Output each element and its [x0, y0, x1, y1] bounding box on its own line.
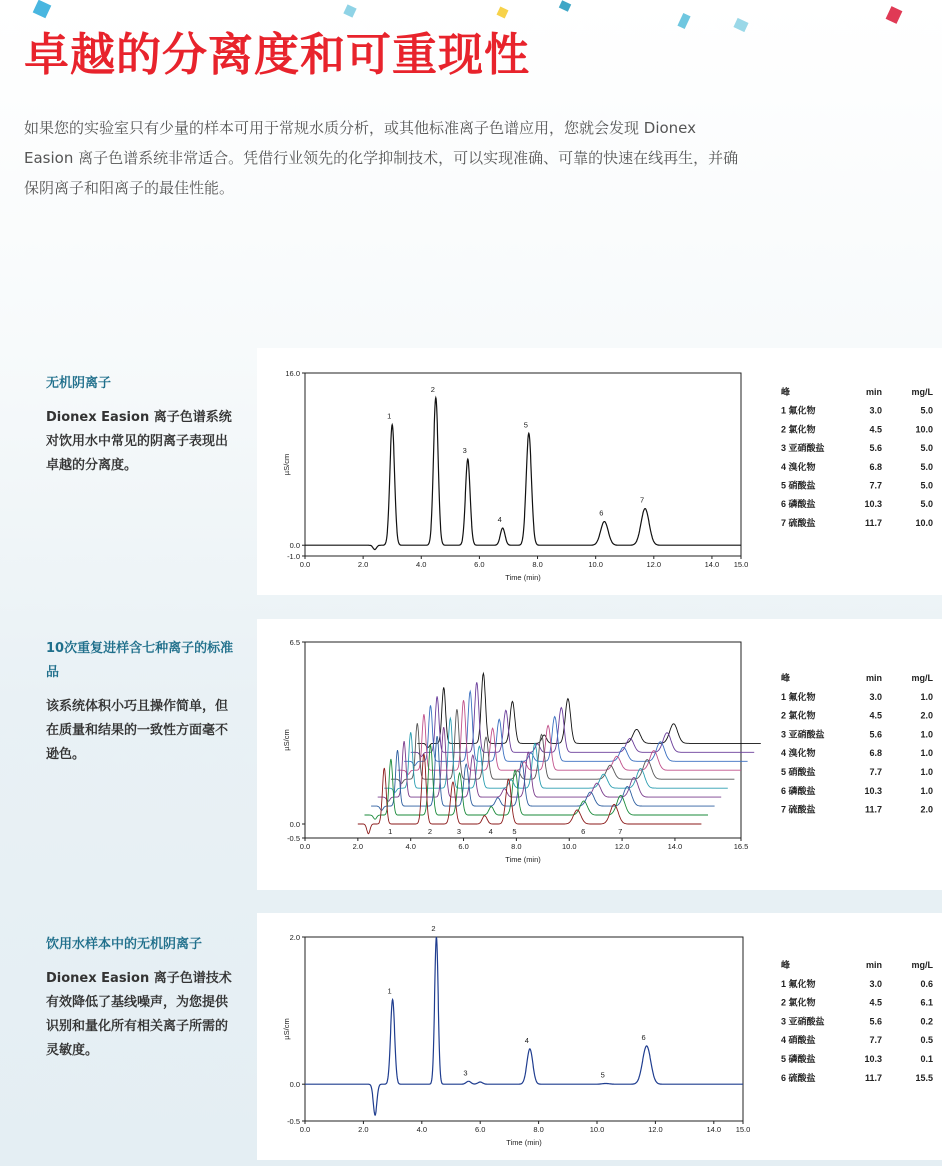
- table-cell: 5.6: [869, 443, 882, 454]
- chart-panel: [257, 348, 942, 595]
- x-tick-label: 8.0: [532, 560, 543, 569]
- section-heading: 无机阴离子: [46, 376, 112, 391]
- confetti-decoration: [33, 0, 52, 18]
- chromatogram-chart: [257, 913, 942, 1160]
- x-tick-label: 0.0: [299, 560, 311, 569]
- table-cell: 0.1: [920, 1054, 933, 1064]
- table-header: mg/L: [911, 960, 933, 970]
- table-cell: 11.7: [864, 804, 882, 815]
- x-tick-label: 14.0: [667, 842, 683, 851]
- table-cell: 5.6: [869, 729, 882, 740]
- table-cell: 10.3: [864, 1054, 882, 1064]
- y-axis-label: µS/cm: [282, 453, 291, 476]
- peak-label: 5: [600, 1070, 605, 1080]
- table-cell: 2.0: [920, 804, 933, 815]
- peak-label: 5: [523, 420, 528, 430]
- table-cell: 4.5: [869, 710, 882, 721]
- x-tick-label: 15.0: [733, 560, 749, 569]
- table-header: 峰: [781, 960, 791, 970]
- table-header: mg/L: [911, 387, 933, 397]
- table-cell: 6 磷酸盐: [781, 785, 816, 796]
- peak-label: 5: [512, 827, 517, 836]
- y-tick-label: -1.0: [287, 552, 300, 561]
- table-cell: 0.2: [920, 1016, 933, 1027]
- x-tick-label: 2.0: [358, 1125, 369, 1134]
- peak-label: 7: [639, 495, 645, 505]
- table-cell: 5.0: [920, 461, 933, 472]
- x-tick-label: 12.0: [614, 842, 630, 851]
- y-tick-label: 16.0: [285, 369, 300, 378]
- x-axis-label: Time (min): [506, 1138, 542, 1147]
- peak-label: 3: [463, 1068, 468, 1078]
- table-cell: 1 氟化物: [781, 691, 816, 702]
- table-cell: 1.0: [920, 748, 933, 759]
- y-axis-label: µS/cm: [282, 729, 291, 751]
- table-cell: 5 硝酸盐: [781, 480, 816, 491]
- x-tick-label: 15.0: [735, 1125, 751, 1134]
- table-cell: 7.7: [869, 1035, 882, 1046]
- plot-frame: [305, 373, 741, 556]
- table-cell: 5.0: [920, 480, 933, 491]
- chart-panel: [257, 913, 942, 1160]
- y-tick-label: -0.5: [287, 834, 300, 843]
- x-axis-label: Time (min): [505, 573, 541, 582]
- x-tick-label: 6.0: [474, 1125, 486, 1134]
- x-tick-label: 6.0: [458, 842, 469, 851]
- peak-label: 2: [431, 924, 436, 933]
- table-cell: 11.7: [864, 517, 882, 528]
- table-cell: 10.3: [864, 785, 882, 796]
- table-cell: 10.0: [915, 424, 933, 435]
- confetti-decoration: [886, 6, 903, 24]
- section-description: 该系统体积小巧且操作简单，但在质量和结果的一致性方面毫不逊色。: [46, 699, 229, 762]
- chromatogram-trace: [365, 745, 709, 819]
- table-cell: 1.0: [920, 767, 933, 777]
- table-header: min: [865, 960, 882, 970]
- table-header: 峰: [781, 673, 791, 683]
- x-tick-label: 2.0: [352, 842, 364, 851]
- y-tick-label: 6.5: [289, 638, 300, 647]
- table-cell: 3 亚硝酸盐: [781, 729, 825, 740]
- table-header: min: [865, 673, 882, 683]
- table-cell: 3.0: [869, 691, 882, 702]
- chart-panel: [257, 619, 942, 890]
- y-tick-label: -0.5: [287, 1117, 300, 1126]
- table-cell: 10.3: [864, 499, 882, 510]
- table-cell: 3.0: [869, 405, 882, 416]
- confetti-decoration: [677, 13, 690, 29]
- table-cell: 3 亚硝酸盐: [781, 443, 825, 454]
- peak-label: 1: [388, 827, 393, 836]
- section-description: Dionex Easion 离子色谱系统对饮用水中常见的阴离子表现出卓越的分离度。: [46, 410, 232, 473]
- chromatogram-chart: [257, 619, 942, 890]
- peak-label: 1: [387, 986, 392, 996]
- table-cell: 0.5: [920, 1035, 933, 1046]
- confetti-decoration: [559, 0, 571, 11]
- table-cell: 0.6: [920, 978, 933, 989]
- table-cell: 6.8: [869, 461, 882, 472]
- confetti-decoration: [733, 18, 748, 32]
- table-cell: 3 亚硝酸盐: [781, 1016, 825, 1027]
- table-cell: 2 氯化物: [781, 710, 816, 721]
- x-tick-label: 12.0: [648, 1125, 663, 1134]
- peak-label: 2: [430, 384, 435, 394]
- x-tick-label: 14.0: [706, 1125, 722, 1134]
- x-axis-label: Time (min): [505, 855, 541, 864]
- table-cell: 1.0: [920, 785, 933, 796]
- table-cell: 5.6: [869, 1016, 882, 1027]
- x-tick-label: 12.0: [646, 560, 662, 569]
- x-tick-label: 10.0: [589, 1125, 605, 1134]
- peak-label: 6: [581, 827, 586, 836]
- x-tick-label: 6.0: [474, 560, 485, 569]
- table-cell: 2 氯化物: [781, 997, 816, 1008]
- table-cell: 5.0: [920, 443, 933, 454]
- table-cell: 7.7: [869, 480, 882, 491]
- table-cell: 15.5: [915, 1072, 933, 1083]
- section-heading: 10次重复进样含七种离子的标准品: [46, 641, 234, 680]
- chromatogram-trace: [358, 754, 702, 834]
- peak-label: 3: [462, 446, 467, 456]
- y-tick-label: 2.0: [289, 933, 300, 942]
- table-cell: 1.0: [920, 691, 933, 702]
- table-cell: 2.0: [920, 710, 933, 721]
- table-cell: 5 硝酸盐: [781, 767, 816, 777]
- x-tick-label: 8.0: [511, 842, 522, 851]
- confetti-decoration: [497, 7, 509, 19]
- x-tick-label: 10.0: [588, 560, 603, 569]
- table-cell: 5 磷酸盐: [781, 1054, 816, 1064]
- peak-label: 6: [641, 1032, 646, 1042]
- table-cell: 4 硝酸盐: [781, 1035, 816, 1046]
- table-cell: 3.0: [869, 978, 882, 989]
- peak-label: 6: [599, 508, 604, 518]
- y-tick-label: 0.0: [289, 1080, 300, 1090]
- x-tick-label: 0.0: [299, 1125, 311, 1134]
- intro-paragraph: 如果您的实验室只有少量的样本可用于常规水质分析，或其他标准离子色谱应用，您就会发现 Dionex Easion 离子色谱系统非常适合。凭借行业领先的化学抑制技术，可以实现准确、可靠的快速在线再生，并确保阴离子和阳离子的最佳性能。: [24, 119, 739, 197]
- table-cell: 7 硫酸盐: [781, 517, 816, 528]
- confetti-decoration: [343, 4, 356, 17]
- chromatogram-chart: [257, 348, 942, 595]
- table-cell: 7 硫酸盐: [781, 804, 816, 815]
- table-cell: 4.5: [869, 424, 882, 435]
- table-cell: 10.0: [915, 517, 933, 528]
- peak-label: 4: [497, 515, 502, 525]
- table-cell: 5.0: [920, 405, 933, 416]
- table-cell: 1 氟化物: [781, 405, 816, 416]
- table-cell: 6.1: [920, 997, 933, 1008]
- table-cell: 6 硫酸盐: [781, 1072, 816, 1083]
- peak-label: 4: [524, 1035, 529, 1045]
- table-cell: 11.7: [864, 1072, 882, 1083]
- section-heading: 饮用水样本中的无机阴离子: [46, 937, 203, 952]
- x-tick-label: 2.0: [357, 560, 369, 569]
- x-tick-label: 4.0: [416, 1125, 428, 1134]
- x-tick-label: 4.0: [405, 842, 416, 851]
- x-tick-label: 8.0: [533, 1125, 544, 1134]
- table-cell: 1 氟化物: [781, 978, 816, 989]
- table-header: 峰: [781, 387, 791, 397]
- peak-label: 3: [456, 827, 462, 836]
- page-title: 卓越的分离度和可重现性: [24, 28, 531, 81]
- x-tick-label: 16.5: [733, 842, 749, 851]
- plot-frame: [305, 642, 741, 838]
- y-tick-label: 0.0: [289, 541, 300, 551]
- table-cell: 4.5: [869, 997, 882, 1008]
- y-axis-label: µS/cm: [282, 1018, 291, 1040]
- table-cell: 4 溴化物: [781, 461, 816, 472]
- peak-label: 1: [387, 411, 392, 421]
- table-cell: 1.0: [920, 729, 933, 740]
- table-cell: 7.7: [869, 767, 882, 777]
- x-tick-label: 4.0: [416, 560, 427, 569]
- table-header: min: [865, 387, 882, 397]
- section-description: Dionex Easion 离子色谱技术有效降低了基线噪声，为您提供识别和量化所有相关离子所需的灵敏度。: [46, 971, 232, 1058]
- chromatogram-trace: [305, 937, 743, 1115]
- plot-frame: [305, 937, 743, 1121]
- table-cell: 4 溴化物: [781, 748, 816, 759]
- table-cell: 2 氯化物: [781, 424, 816, 435]
- table-cell: 6.8: [869, 748, 882, 759]
- x-tick-label: 0.0: [299, 842, 311, 851]
- peak-label: 7: [618, 827, 623, 836]
- table-header: mg/L: [911, 673, 933, 683]
- peak-label: 4: [488, 827, 493, 836]
- x-tick-label: 10.0: [561, 842, 577, 851]
- y-tick-label: 0.0: [289, 820, 300, 829]
- peak-label: 2: [427, 827, 432, 836]
- table-cell: 6 磷酸盐: [781, 499, 816, 510]
- table-cell: 5.0: [920, 499, 933, 510]
- x-tick-label: 14.0: [704, 560, 720, 569]
